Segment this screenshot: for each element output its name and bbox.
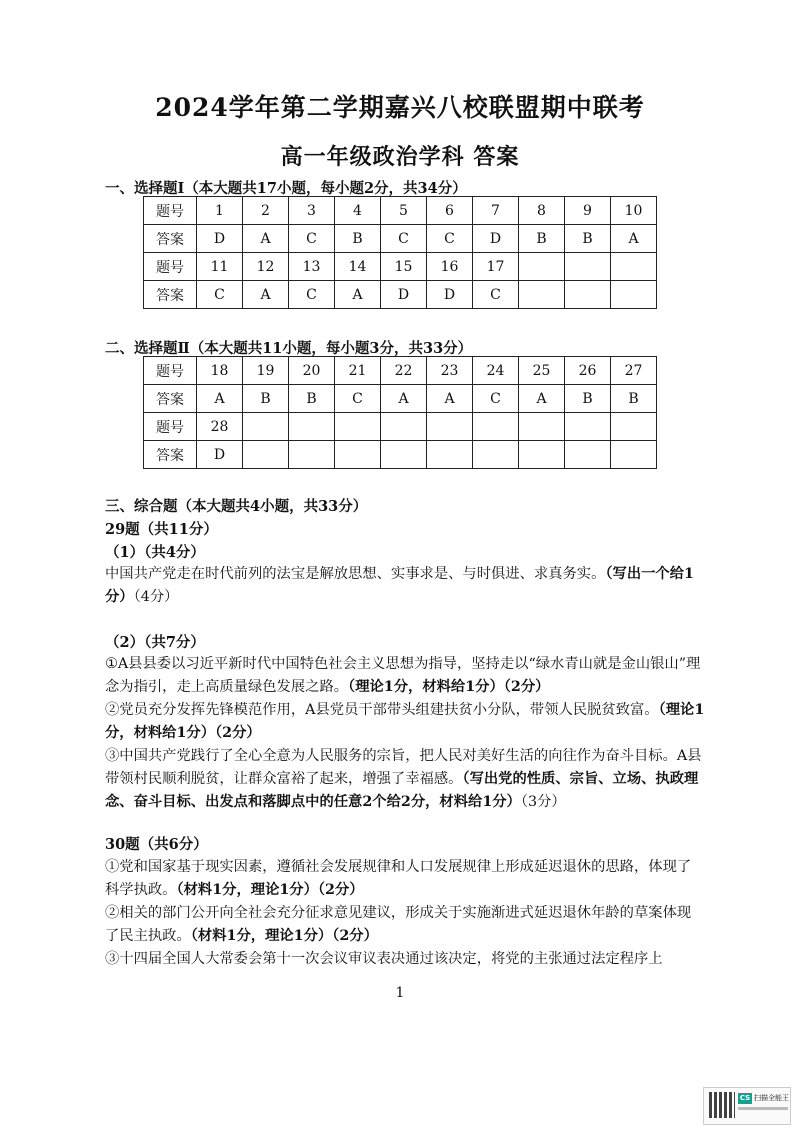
- table-cell: [381, 441, 427, 469]
- table-cell: [611, 441, 657, 469]
- row-header-cell: 题号: [144, 197, 197, 225]
- table-cell: 10: [611, 197, 657, 225]
- table-cell: 4: [335, 197, 381, 225]
- table-cell: 16: [427, 253, 473, 281]
- table-cell: [243, 441, 289, 469]
- score: （4分）: [133, 589, 179, 605]
- table-cell: [565, 441, 611, 469]
- table-cell: 22: [381, 357, 427, 385]
- table-cell: 23: [427, 357, 473, 385]
- q30-item2: [105, 902, 705, 948]
- table-cell: B: [565, 225, 611, 253]
- scoring-rule: （理论1分，材料给1分）: [105, 702, 705, 741]
- table-cell: 3: [289, 197, 335, 225]
- table-cell: A: [519, 385, 565, 413]
- camscanner-subline: [738, 1107, 788, 1110]
- table-cell: [289, 441, 335, 469]
- score: （3分）: [520, 794, 566, 810]
- table-cell: 27: [611, 357, 657, 385]
- q29-part2-label: （2）（共7分）: [105, 634, 205, 651]
- table-cell: D: [197, 225, 243, 253]
- table-cell: C: [381, 225, 427, 253]
- table-cell: 6: [427, 197, 473, 225]
- table-cell: D: [473, 225, 519, 253]
- table-cell: 9: [565, 197, 611, 225]
- table-row: [144, 197, 657, 225]
- table-cell: C: [427, 225, 473, 253]
- qr-code-icon: [709, 1092, 735, 1118]
- section3-heading: 三、综合题（本大题共4小题，共33分）: [105, 498, 368, 515]
- table-cell: A: [197, 385, 243, 413]
- q30-title: 30题（共6分）: [105, 836, 208, 853]
- table-cell: C: [197, 281, 243, 309]
- q30-item1: [105, 856, 705, 902]
- table-cell: B: [611, 385, 657, 413]
- row-header-cell: 答案: [144, 385, 197, 413]
- table-cell: B: [243, 385, 289, 413]
- table-cell: A: [243, 281, 289, 309]
- table-cell: 18: [197, 357, 243, 385]
- answer-text: ③十四届全国人大常委会第十一次会议审议表决通过该决定，将党的主张通过法定程序上: [105, 951, 663, 967]
- section2-heading: 二、选择题Ⅱ（本大题共11小题，每小题3分，共33分）: [105, 340, 473, 357]
- answer-text: ③中国共产党践行了全心全意为人民服务的宗旨，把人民对美好生活的向往作为奋斗目标。A县带领村民顺利脱贫，让群众富裕了起来，增强了幸福感。: [105, 748, 702, 787]
- table-cell: C: [289, 281, 335, 309]
- score: （2分）: [317, 882, 364, 898]
- q29-item2: [105, 699, 705, 745]
- page-title: 2024学年第二学期嘉兴八校联盟期中联考: [155, 93, 645, 122]
- table-row: [144, 253, 657, 281]
- table-cell: [473, 441, 519, 469]
- scoring-rule: （写出一个给1分）: [105, 566, 694, 605]
- table-cell: A: [427, 385, 473, 413]
- table-cell: C: [335, 385, 381, 413]
- q29-title: 29题（共11分）: [105, 521, 218, 538]
- table-cell: 26: [565, 357, 611, 385]
- table-cell: 20: [289, 357, 335, 385]
- scoring-rule: （材料1分，理论1分）: [176, 882, 318, 898]
- table-cell: A: [611, 225, 657, 253]
- table-cell: [381, 413, 427, 441]
- table-cell: [335, 413, 381, 441]
- answer-text: ①A县县委以习近平新时代中国特色社会主义思想为指导，坚持走以“绿水青山就是金山银山”理念为指引，走上高质量绿色发展之路。: [105, 656, 701, 695]
- table-cell: [611, 413, 657, 441]
- answer-text: ①党和国家基于现实因素，遵循社会发展规律和人口发展规律上形成延迟退休的思路，体现了科学执政。: [105, 859, 692, 898]
- answer-text: 中国共产党走在时代前列的法宝是解放思想、实事求是、与时俱进、求真务实。: [105, 566, 606, 582]
- score: （2分）: [503, 679, 550, 695]
- table-cell: D: [427, 281, 473, 309]
- table-cell: [519, 253, 565, 281]
- table-cell: 12: [243, 253, 289, 281]
- table-cell: 13: [289, 253, 335, 281]
- scanner-watermark: [703, 1087, 791, 1125]
- q29-item3: [105, 745, 705, 814]
- table-cell: 8: [519, 197, 565, 225]
- camscanner-badge: CS: [739, 1094, 751, 1102]
- scoring-rule: （写出党的性质、宗旨、立场、执政理念、奋斗目标、出发点和落脚点中的任意2个给2分，材料给1分）: [105, 771, 699, 810]
- row-header-cell: 答案: [144, 225, 197, 253]
- table-cell: 24: [473, 357, 519, 385]
- table-cell: [289, 413, 335, 441]
- table-cell: A: [381, 385, 427, 413]
- table-cell: B: [289, 385, 335, 413]
- answer-text: ②党员充分发挥先锋模范作用，A县党员干部带头组建扶贫小分队，带领人民脱贫致富。: [105, 702, 659, 718]
- table-cell: [427, 441, 473, 469]
- table-cell: A: [335, 281, 381, 309]
- table-row: [144, 281, 657, 309]
- table-cell: B: [565, 385, 611, 413]
- table-cell: [243, 413, 289, 441]
- table-cell: C: [289, 225, 335, 253]
- table-row: [144, 441, 657, 469]
- scoring-rule: （理论1分，材料给1分）: [348, 679, 504, 695]
- table-cell: B: [335, 225, 381, 253]
- table-cell: [611, 281, 657, 309]
- row-header-cell: 题号: [144, 413, 197, 441]
- table-cell: C: [473, 281, 519, 309]
- q29-part1-label: （1）（共4分）: [105, 544, 205, 561]
- table-cell: B: [519, 225, 565, 253]
- table-cell: [519, 441, 565, 469]
- table-cell: [335, 441, 381, 469]
- table-cell: 25: [519, 357, 565, 385]
- camscanner-name: 扫描全能王: [754, 1094, 789, 1102]
- table-cell: [611, 253, 657, 281]
- row-header-cell: 题号: [144, 357, 197, 385]
- table-row: [144, 385, 657, 413]
- q30-item3: [105, 948, 705, 971]
- table-cell: D: [197, 441, 243, 469]
- table-cell: [565, 281, 611, 309]
- table-cell: 17: [473, 253, 519, 281]
- table-cell: 28: [197, 413, 243, 441]
- table-cell: 7: [473, 197, 519, 225]
- table-cell: 5: [381, 197, 427, 225]
- table-cell: [565, 413, 611, 441]
- score: （2分）: [215, 725, 261, 741]
- table-row: [144, 357, 657, 385]
- section2-answer-table: [143, 356, 657, 469]
- answer-text: ②相关的部门公开向全社会充分征求意见建议，形成关于实施渐进式延迟退休年龄的草案体现了民主执政。: [105, 905, 692, 944]
- section1-answer-table: [143, 196, 657, 309]
- table-row: [144, 225, 657, 253]
- section1-heading: 一、选择题Ⅰ（本大题共17小题，每小题2分，共34分）: [105, 180, 467, 197]
- scoring-rule: （材料1分，理论1分）: [190, 928, 333, 944]
- q29-part1-answer: [105, 563, 705, 609]
- table-cell: D: [381, 281, 427, 309]
- table-cell: 19: [243, 357, 289, 385]
- table-cell: C: [473, 385, 519, 413]
- table-row: [144, 413, 657, 441]
- page-number: 1: [395, 985, 405, 1001]
- table-cell: 14: [335, 253, 381, 281]
- row-header-cell: 答案: [144, 441, 197, 469]
- table-cell: A: [243, 225, 289, 253]
- q29-item1: [105, 653, 705, 699]
- page-subtitle: 高一年级政治学科 答案: [280, 144, 520, 170]
- row-header-cell: 答案: [144, 281, 197, 309]
- table-cell: [565, 253, 611, 281]
- table-cell: 11: [197, 253, 243, 281]
- table-cell: [473, 413, 519, 441]
- row-header-cell: 题号: [144, 253, 197, 281]
- score: （2分）: [332, 928, 378, 944]
- table-cell: 1: [197, 197, 243, 225]
- table-cell: [519, 281, 565, 309]
- table-cell: 2: [243, 197, 289, 225]
- table-cell: [427, 413, 473, 441]
- table-cell: 15: [381, 253, 427, 281]
- table-cell: [519, 413, 565, 441]
- table-cell: 21: [335, 357, 381, 385]
